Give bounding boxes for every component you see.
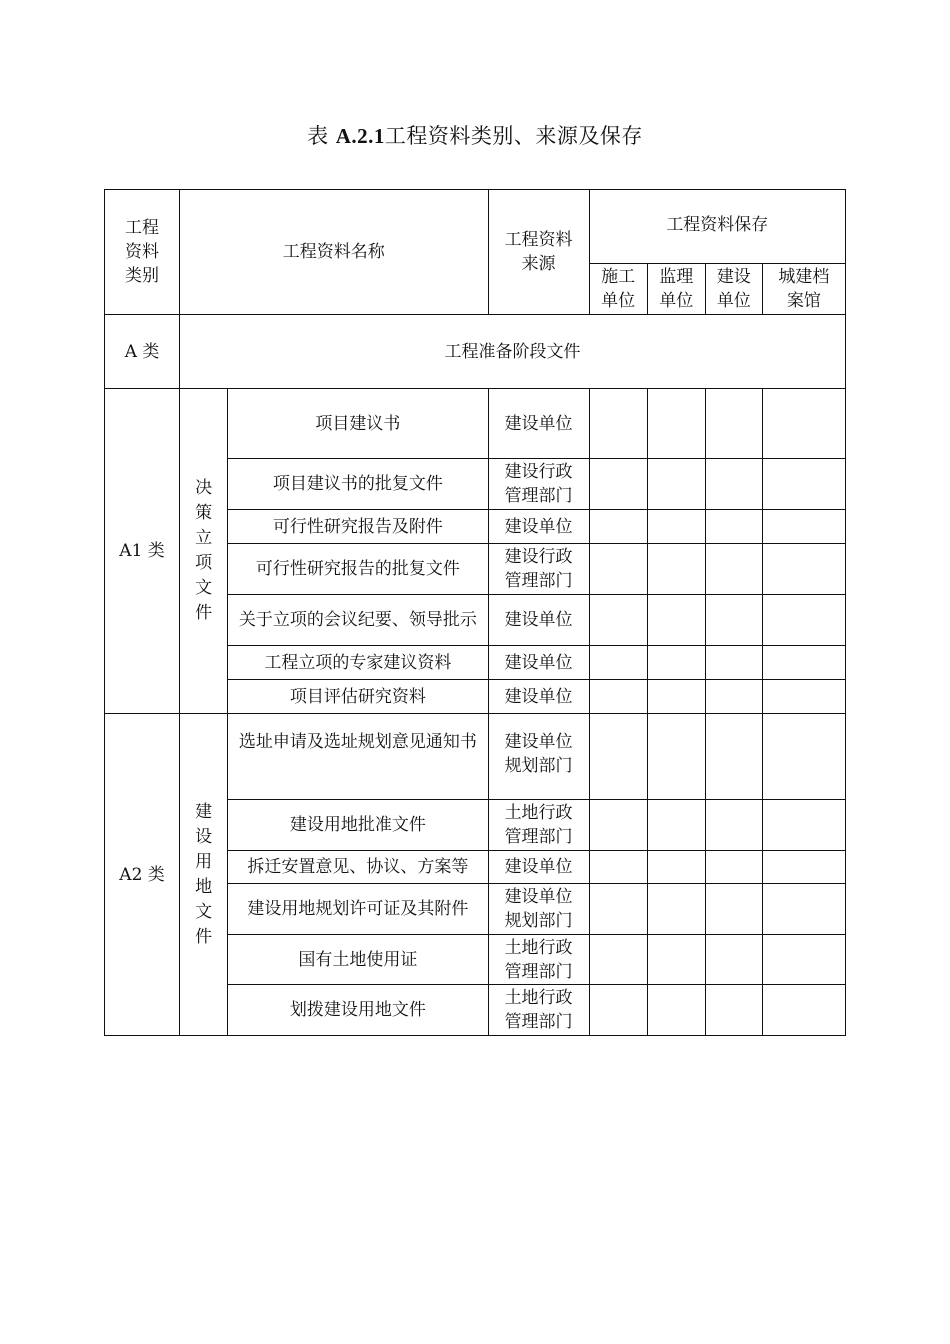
save-cell <box>705 389 762 459</box>
save-cell <box>647 714 705 800</box>
row-name: 关于立项的会议纪要、领导批示 <box>228 595 488 646</box>
row-source: 土地行政管理部门 <box>488 800 589 851</box>
table-row <box>105 714 846 800</box>
row-source: 建设单位 <box>488 510 589 544</box>
title-prefix: 表 <box>307 124 329 148</box>
save-cell <box>762 884 845 935</box>
save-cell <box>762 544 845 595</box>
row-source: 建设单位规划部门 <box>488 714 589 800</box>
save-cell <box>762 646 845 680</box>
page-title <box>0 120 950 150</box>
row-source: 建设单位 <box>488 389 589 459</box>
save-cell <box>589 544 647 595</box>
save-cell <box>705 646 762 680</box>
row-source: 土地行政管理部门 <box>488 985 589 1036</box>
save-cell <box>762 714 845 800</box>
save-cell <box>762 389 845 459</box>
save-cell <box>647 800 705 851</box>
header-category: 工程资料类别 <box>105 190 180 315</box>
row-name: 建设用地规划许可证及其附件 <box>228 884 488 935</box>
row-name: 选址申请及选址规划意见通知书 <box>228 714 488 800</box>
group-a1-code: A1 类 <box>105 389 180 714</box>
row-source: 建设单位 <box>488 851 589 884</box>
row-name: 拆迁安置意见、协议、方案等 <box>228 851 488 884</box>
save-cell <box>589 510 647 544</box>
header-save-col-archive: 城建档案馆 <box>762 264 845 315</box>
row-source: 建设单位 <box>488 646 589 680</box>
row-source: 建设行政管理部门 <box>488 459 589 510</box>
save-cell <box>589 595 647 646</box>
save-cell <box>589 935 647 985</box>
save-cell <box>647 985 705 1036</box>
group-a2-subtitle: 建设用地文件 <box>180 714 228 1036</box>
save-cell <box>705 544 762 595</box>
save-cell <box>589 646 647 680</box>
save-cell <box>705 884 762 935</box>
save-cell <box>589 714 647 800</box>
section-a-row <box>105 315 846 389</box>
save-cell <box>705 680 762 714</box>
header-save-col-construction: 施工单位 <box>589 264 647 315</box>
save-cell <box>589 800 647 851</box>
save-cell <box>762 985 845 1036</box>
header-name: 工程资料名称 <box>180 190 488 315</box>
save-cell <box>705 985 762 1036</box>
section-a-code: A 类 <box>105 315 180 389</box>
title-text: 工程资料类别、来源及保存 <box>384 124 643 148</box>
save-cell <box>705 851 762 884</box>
save-cell <box>647 646 705 680</box>
save-cell <box>705 714 762 800</box>
save-cell <box>647 851 705 884</box>
save-cell <box>762 935 845 985</box>
save-cell <box>647 459 705 510</box>
row-source: 建设单位 <box>488 680 589 714</box>
save-cell <box>647 935 705 985</box>
save-cell <box>589 884 647 935</box>
row-name: 可行性研究报告及附件 <box>228 510 488 544</box>
save-cell <box>589 985 647 1036</box>
records-table <box>104 189 846 1036</box>
save-cell <box>705 800 762 851</box>
save-cell <box>762 851 845 884</box>
header-save: 工程资料保存 <box>589 190 845 264</box>
row-name: 项目建议书 <box>228 389 488 459</box>
save-cell <box>762 595 845 646</box>
save-cell <box>762 459 845 510</box>
save-cell <box>705 935 762 985</box>
header-save-col-supervision: 监理单位 <box>647 264 705 315</box>
group-a2-code: A2 类 <box>105 714 180 1036</box>
title-number: A.2.1 <box>335 124 385 148</box>
save-cell <box>762 680 845 714</box>
header-source: 工程资料来源 <box>488 190 589 315</box>
save-cell <box>705 459 762 510</box>
row-name: 项目建议书的批复文件 <box>228 459 488 510</box>
row-source: 建设行政管理部门 <box>488 544 589 595</box>
header-row <box>105 190 846 264</box>
save-cell <box>647 595 705 646</box>
save-cell <box>705 510 762 544</box>
row-name: 项目评估研究资料 <box>228 680 488 714</box>
save-cell <box>705 595 762 646</box>
row-name: 可行性研究报告的批复文件 <box>228 544 488 595</box>
save-cell <box>647 544 705 595</box>
section-a-title: 工程准备阶段文件 <box>180 315 846 389</box>
save-cell <box>647 389 705 459</box>
table-row <box>105 389 846 459</box>
save-cell <box>589 680 647 714</box>
row-name: 工程立项的专家建议资料 <box>228 646 488 680</box>
row-source: 建设单位规划部门 <box>488 884 589 935</box>
save-cell <box>647 510 705 544</box>
save-cell <box>762 800 845 851</box>
save-cell <box>589 389 647 459</box>
header-save-col-owner: 建设单位 <box>705 264 762 315</box>
row-source: 土地行政管理部门 <box>488 935 589 985</box>
save-cell <box>589 459 647 510</box>
save-cell <box>647 884 705 935</box>
group-a1-subtitle: 决策立项文件 <box>180 389 228 714</box>
save-cell <box>762 510 845 544</box>
row-source: 建设单位 <box>488 595 589 646</box>
row-name: 划拨建设用地文件 <box>228 985 488 1036</box>
save-cell <box>647 680 705 714</box>
row-name: 建设用地批准文件 <box>228 800 488 851</box>
row-name: 国有土地使用证 <box>228 935 488 985</box>
save-cell <box>589 851 647 884</box>
